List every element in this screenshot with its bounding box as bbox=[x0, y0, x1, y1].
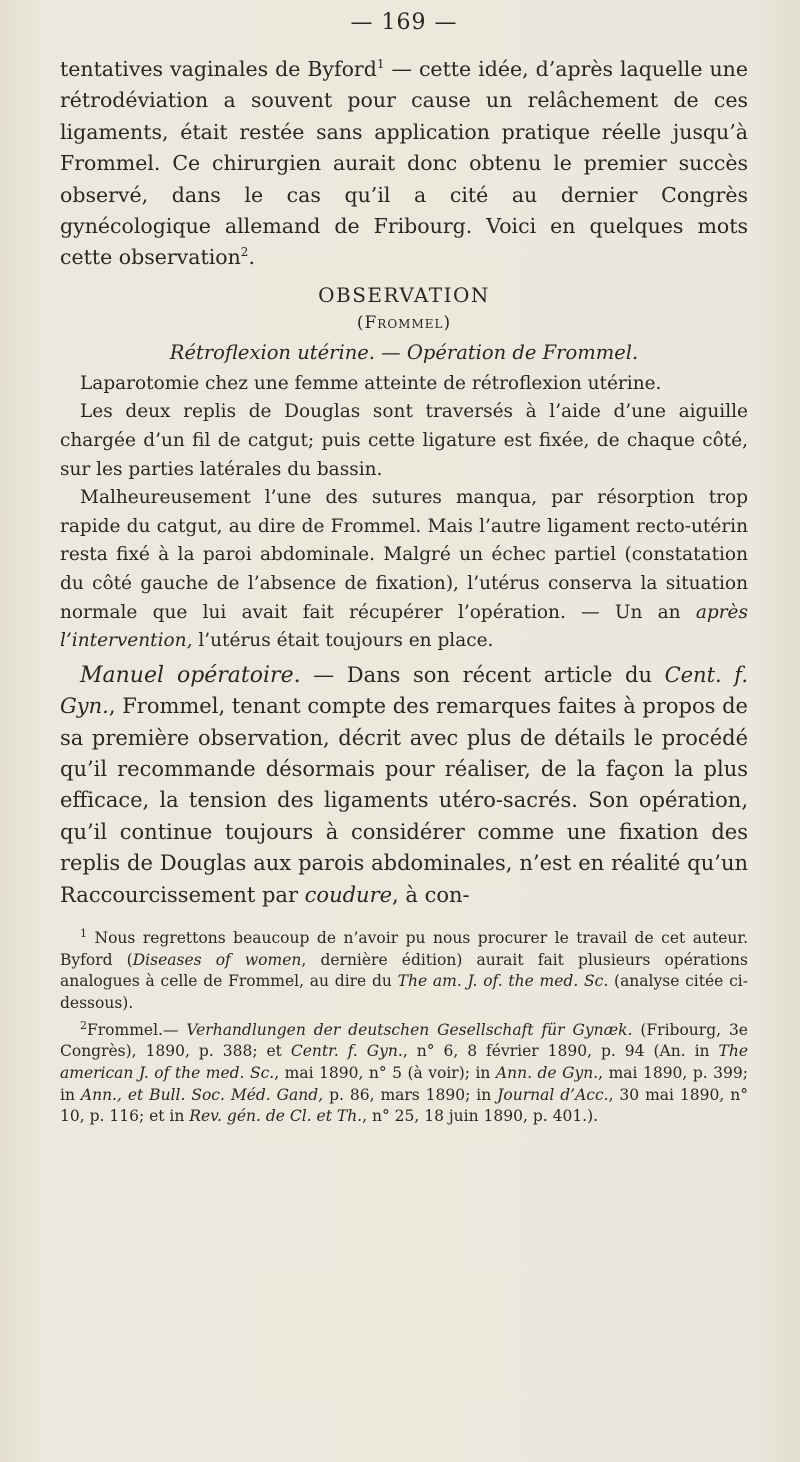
footnote-2-text-c: , n° 6, 8 février 1890, p. 94 (An. in bbox=[402, 1042, 719, 1061]
observation-heading: Rétroflexion utérine. — Opération de Frommel. bbox=[169, 340, 639, 364]
footnote-2-journal-4: Ann., et Bull. Soc. Méd. Gand, bbox=[80, 1085, 324, 1104]
footnote-2-title: Verhandlungen der deutschen Gesellschaft für Gynæk. bbox=[186, 1020, 633, 1039]
intro-text-start: tentatives vaginales de Byford bbox=[60, 57, 377, 81]
page-number: — 169 — bbox=[350, 10, 458, 35]
section-word-coudure: coudure bbox=[304, 882, 393, 907]
footnote-ref-2[interactable]: 2 bbox=[240, 245, 249, 260]
footnotes bbox=[60, 923, 748, 1128]
section-lead: Manuel opératoire. bbox=[80, 662, 301, 688]
footnote-1-text-a: Nous regrettons beaucoup de n’avoir pu nous procurer le travail de cet auteur. Byford ( bbox=[60, 929, 748, 969]
footnote-2-journal-6: Rev. gén. de Cl. et Th. bbox=[189, 1107, 363, 1126]
intro-text-middle: — cette idée, d’après laquelle une rétrodéviation a souvent pour cause un relâchement de ces ligaments, était restée sans application pratique réelle jusqu’à Frommel. Ce chirurgien aurait donc obtenu le premier succès observé, dans le cas qu’il a cité au dernier Congrès gynécologique allemand de Fribourg. Voici en quelques mots cette observation bbox=[60, 57, 748, 270]
section-text-2: , Frommel, tenant compte des remarques faites à propos de sa première observation, décrit avec plus de détails le procédé qu’il recommande désormais pour réaliser, de la façon la plus efficace, la tension des ligaments utéro-sacrés. Son opération, qu’il continue toujours à considérer comme une fixation des replis de Douglas aux parois abdominales, n’est en réalité qu’un Raccourcissement par bbox=[60, 694, 748, 907]
observation-paragraph-2: Les deux replis de Douglas sont traversés à l’aide d’une aiguille chargée d’un fil de catgut; puis cette ligature est fixée, de chaque côté, sur les parties latérales du bassin. bbox=[60, 401, 748, 480]
footnote-2-text-f: p. 86, mars 1890; in bbox=[323, 1085, 498, 1104]
footnote-1-text-c: (analyse citée ci-dessous). bbox=[60, 972, 748, 1012]
footnote-2 bbox=[60, 1015, 748, 1128]
footnote-ref-1[interactable]: 1 bbox=[376, 57, 385, 72]
observation-title: OBSERVATION bbox=[318, 282, 490, 307]
section-text-1: — Dans son récent article du bbox=[300, 662, 665, 687]
footnote-2-text-a: Frommel.— bbox=[87, 1020, 187, 1039]
section-text-3: , à con- bbox=[392, 882, 470, 907]
footnote-2-journal-5: Journal d’Acc. bbox=[497, 1085, 609, 1104]
footnote-2-text-b: (Fribourg, 3e Congrès), 1890, p. 388; et bbox=[60, 1020, 748, 1061]
footnote-2-journal-2: The american J. of the med. Sc. bbox=[60, 1042, 748, 1082]
footnote-2-journal-1: Centr. f. Gyn. bbox=[290, 1042, 403, 1061]
intro-paragraph bbox=[60, 54, 748, 274]
section-journal: Cent. f. Gyn. bbox=[60, 662, 748, 719]
footnote-2-text-d: , mai 1890, n° 5 (à voir); in bbox=[274, 1063, 496, 1082]
footnote-2-journal-3: Ann. de Gyn. bbox=[495, 1063, 599, 1082]
footnote-1-title: Diseases of women bbox=[132, 950, 302, 969]
observation-p3-start: Malheureusement l’une des sutures manqua, par résorption trop rapide du catgut, au dire de Frommel. Mais l’autre ligament recto-utérin resta fixé à la paroi abdominale. Malgré un échec partiel (constatation du côté gauche de l’absence de fixation), l’utérus conserva la situation normale que lui avait fait récupérer l’opération. — Un an bbox=[60, 487, 748, 623]
manuel-operatoire-section bbox=[60, 660, 748, 911]
footnote-1-journal: The am. J. of. the med. Sc. bbox=[397, 972, 609, 991]
intro-text-end: . bbox=[248, 245, 255, 270]
footnote-1-mark: 1 bbox=[80, 927, 87, 941]
footnote-2-mark: 2 bbox=[80, 1018, 87, 1032]
observation-p3-italic: après l’intervention, bbox=[60, 601, 748, 652]
footnote-1 bbox=[60, 923, 748, 1015]
observation-p3-end: l’utérus était toujours en place. bbox=[192, 630, 494, 652]
observation-body bbox=[60, 370, 748, 656]
observation-author: (Frommel) bbox=[356, 312, 452, 333]
observation-paragraph-1: Laparotomie chez une femme atteinte de rétroflexion utérine. bbox=[80, 372, 662, 394]
observation-paragraph-3 bbox=[60, 484, 748, 656]
footnote-1-text-b: , dernière édition) aurait fait plusieurs opérations analogues à celle de Frommel, au dire du bbox=[60, 950, 748, 991]
footnote-2-text-h: , n° 25, 18 juin 1890, p. 401.). bbox=[362, 1107, 599, 1126]
footnote-2-text-g: , 30 mai 1890, n° 10, p. 116; et in bbox=[60, 1085, 748, 1126]
footnote-2-text-e: , mai 1890, p. 399; in bbox=[60, 1063, 748, 1104]
